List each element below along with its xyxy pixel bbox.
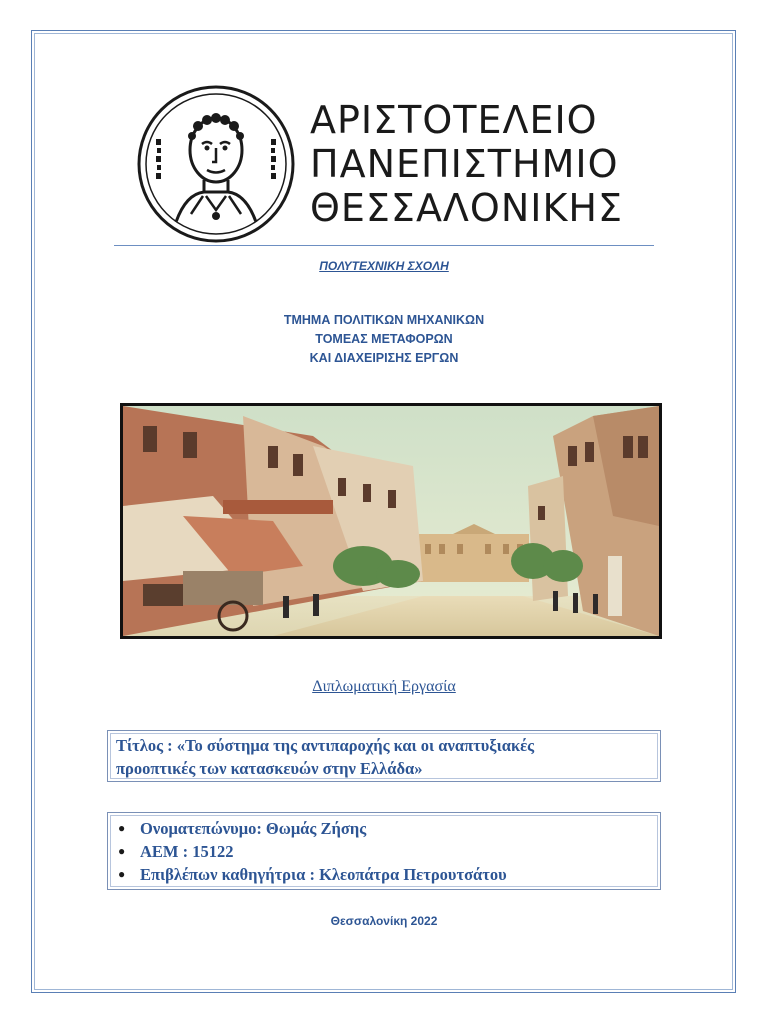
university-name-line: ΘΕΣΣΑΛΟΝΙΚΗΣ xyxy=(310,186,623,230)
info-item-name xyxy=(116,817,660,840)
title-line: Τίτλος : «Το σύστημα της αντιπαροχής και οι αναπτυξιακές xyxy=(116,736,535,755)
thesis-type: Διπλωματική Εργασία xyxy=(312,678,456,695)
info-item-aem xyxy=(116,840,660,863)
university-name-line: ΑΡΙΣΤΟΤΕΛΕΙΟ xyxy=(310,98,598,142)
university-name-line: ΠΑΝΕΠΙΣΤΗΜΙΟ xyxy=(310,142,619,186)
thesis-title-box xyxy=(107,730,661,782)
info-item-supervisor xyxy=(116,863,660,886)
info-item-text: Ονοματεπώνυμο: Θωμάς Ζήσης xyxy=(140,819,367,838)
university-logo xyxy=(136,84,626,244)
historic-street-photo xyxy=(120,403,662,639)
school-name: ΠΟΛΥΤΕΧΝΙΚΗ ΣΧΟΛΗ xyxy=(319,259,449,273)
bullet-icon: ● xyxy=(118,844,126,858)
bullet-icon: ● xyxy=(118,867,126,881)
place-and-year: Θεσσαλονίκη 2022 xyxy=(330,914,438,928)
department-line: ΤΟΜΕΑΣ ΜΕΤΑΦΟΡΩΝ xyxy=(315,332,453,346)
title-line: προοπτικές των κατασκευών στην Ελλάδα» xyxy=(116,759,423,778)
department-line: ΚΑΙ ΔΙΑΧΕΙΡΙΣΗΣ ΕΡΓΩΝ xyxy=(309,351,459,365)
department-line: ΤΜΗΜΑ ΠΟΛΙΤΙΚΩΝ ΜΗΧΑΝΙΚΩΝ xyxy=(283,313,485,327)
department-block xyxy=(0,311,768,368)
bullet-icon: ● xyxy=(118,821,126,835)
info-item-text: ΑΕΜ : 15122 xyxy=(140,842,234,861)
student-info-box xyxy=(107,812,661,890)
university-name xyxy=(310,98,623,230)
info-item-text: Επιβλέπων καθηγήτρια : Κλεοπάτρα Πετρουτσάτου xyxy=(140,865,507,884)
aristotle-seal-icon xyxy=(136,84,296,244)
header-divider xyxy=(114,245,654,246)
